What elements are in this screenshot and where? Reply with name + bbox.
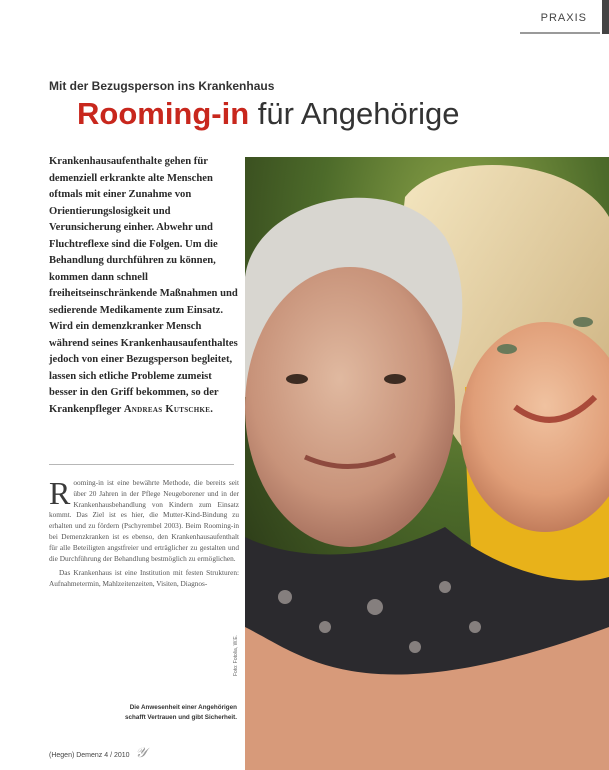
intro-separator <box>49 464 234 465</box>
footer-publication: (Hegen) Demenz <box>49 752 103 759</box>
caption-line-1: Die Anwesenheit einer Angehörigen <box>129 704 237 711</box>
article-intro <box>49 154 239 418</box>
older-woman-face <box>245 267 455 547</box>
body-paragraph <box>49 475 239 564</box>
eye-icon <box>497 344 517 354</box>
page-footer <box>49 745 147 761</box>
portrait-illustration <box>245 157 609 770</box>
article-title <box>77 96 459 132</box>
footer-signature-icon: 𝒴 <box>135 745 147 761</box>
photo-caption <box>49 703 237 722</box>
intro-author: Andreas Kutschke. <box>123 403 214 415</box>
title-rest: für Angehörige <box>249 96 460 131</box>
eye-icon <box>384 374 406 384</box>
section-label: PRAXIS <box>540 12 587 24</box>
section-rule <box>520 32 600 34</box>
title-accent: Rooming-in <box>77 96 250 131</box>
section-marker-bar <box>602 0 609 34</box>
photo-credit: Foto: Fotolia, W.E. <box>233 634 239 676</box>
body-paragraph-1: ooming-in ist eine bewährte Methode, die bereits seit über 20 Jahren in der Pflege Neugeborener und in der Krankenhausbehandlung von Kindern zum Einsatz kommt. Das Ziel ist es hier, die Mutter-Kind-Bindung zu erhalten und zu fördern (Pschyrembel 2003). Beim Rooming-in bei Demenzkranken ist es ebenso, den Krankenhausaufenthalt für alle Beteiligten angstfreier und erträglicher zu gestalten und die Durchführung der Behandlung bestmöglich zu ermöglichen. <box>49 478 239 563</box>
caption-line-2: schafft Vertrauen und gibt Sicherheit. <box>125 713 237 721</box>
article-photo <box>245 157 609 770</box>
eye-icon <box>286 374 308 384</box>
footer-page: 4 / 2010 <box>104 752 130 759</box>
article-body <box>49 475 239 594</box>
drop-cap: R <box>49 475 71 511</box>
article-overline: Mit der Bezugsperson ins Krankenhaus <box>49 79 275 93</box>
body-paragraph-2: Das Krankenhaus ist eine Institution mit festen Strukturen: Aufnahmetermin, Mahlzeitenzeiten, Visiten, Diagnos- <box>49 568 239 589</box>
eye-icon <box>573 317 593 327</box>
intro-text: Krankenhausaufenthalte gehen für demenziell erkrankte alte Menschen oftmals mit einer Zunahme von Orientierungslosigkeit und Verunsicherung einher. Abwehr und Fluchtreflexe sind die Folgen. Um die Behandlung durchführen zu können, kommen dann schnell freiheitseinschränkende Maßnahmen und sedierende Medikamente zum Einsatz. Wird ein demenzkranker Mensch während seines Krankenhausaufenthaltes jedoch von einer Bezugsperson begleitet, lassen sich etliche Probleme zumeist besser in den Griff bekommen, so der Krankenpfleger <box>49 156 238 415</box>
